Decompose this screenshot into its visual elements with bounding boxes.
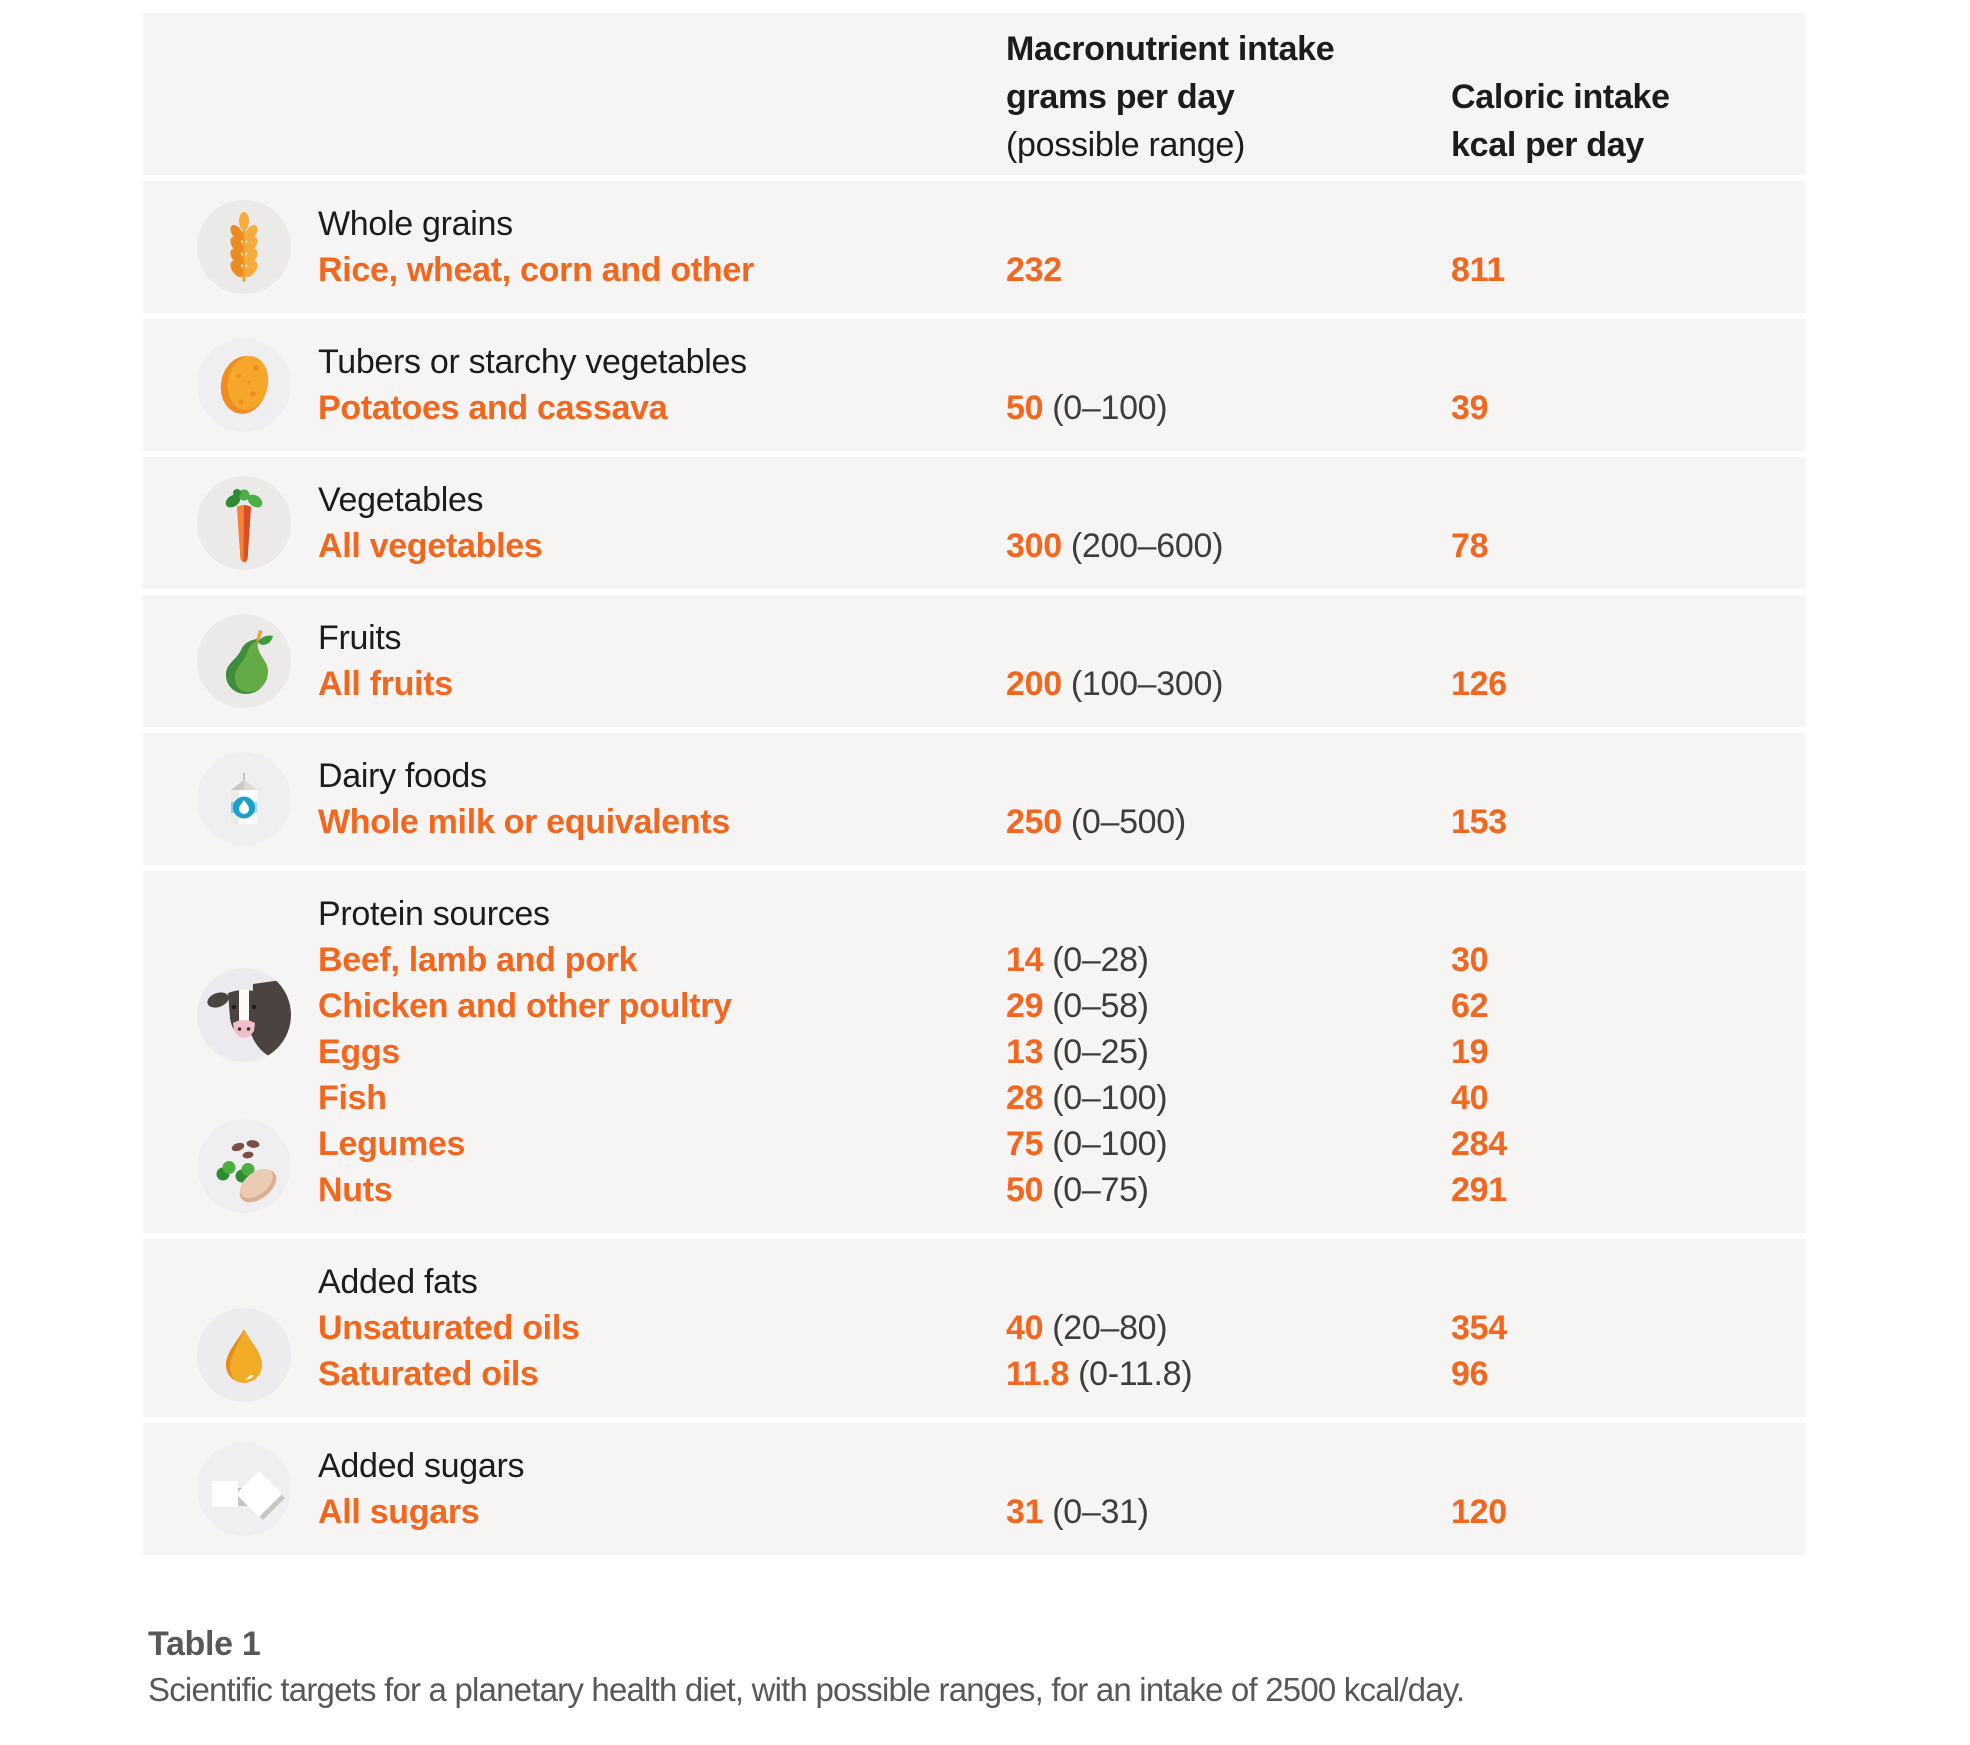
grams-value: 250 xyxy=(1006,803,1062,841)
grams-line xyxy=(1006,937,1451,983)
grams-spacer xyxy=(1006,1443,1451,1489)
grams-spacer xyxy=(1006,615,1451,661)
food-row xyxy=(143,181,1806,313)
grams-line xyxy=(1006,247,1451,293)
category-label: Fruits xyxy=(318,619,402,657)
grams-cell xyxy=(1006,181,1451,313)
food-item-label: All vegetables xyxy=(318,527,543,565)
grams-value: 14 xyxy=(1006,941,1044,979)
kcal-value: 126 xyxy=(1451,665,1507,703)
kcal-cell xyxy=(1451,1239,1806,1417)
kcal-spacer xyxy=(1451,1443,1806,1489)
food-item-label: All sugars xyxy=(318,1493,480,1531)
table-caption xyxy=(148,1621,1806,1713)
kcal-value: 354 xyxy=(1451,1309,1507,1347)
cow-icon xyxy=(197,968,291,1062)
kcal-spacer xyxy=(1451,753,1806,799)
kcal-cell xyxy=(1451,319,1806,451)
legumes-icon xyxy=(197,1119,291,1213)
grams-range: (0–31) xyxy=(1052,1493,1149,1531)
grams-value: 75 xyxy=(1006,1125,1044,1163)
kcal-spacer xyxy=(1451,615,1806,661)
grams-cell xyxy=(1006,319,1451,451)
food-item-label: All fruits xyxy=(318,665,453,703)
grams-cell xyxy=(1006,1423,1451,1555)
grams-value: 13 xyxy=(1006,1033,1044,1071)
grams-line xyxy=(1006,1121,1451,1167)
category-label: Vegetables xyxy=(318,481,484,519)
grams-line xyxy=(1006,1489,1451,1535)
category-label: Protein sources xyxy=(318,895,550,933)
kcal-spacer xyxy=(1451,477,1806,523)
carrot-icon xyxy=(197,476,291,570)
kcal-line xyxy=(1451,385,1806,431)
grams-spacer xyxy=(1006,201,1451,247)
table-caption-title: Table 1 xyxy=(148,1625,261,1663)
grams-line xyxy=(1006,799,1451,845)
category-label: Tubers or starchy vegetables xyxy=(318,343,747,381)
grams-cell xyxy=(1006,871,1451,1233)
food-item-label: Saturated oils xyxy=(318,1355,539,1393)
category-label: Added fats xyxy=(318,1263,478,1301)
food-item-label: Rice, wheat, corn and other xyxy=(318,251,754,289)
kcal-cell xyxy=(1451,733,1806,865)
kcal-spacer xyxy=(1451,201,1806,247)
table-header xyxy=(143,13,1806,175)
kcal-cell xyxy=(1451,1423,1806,1555)
kcal-value: 62 xyxy=(1451,987,1489,1025)
food-item-label: Nuts xyxy=(318,1171,393,1209)
grams-line xyxy=(1006,385,1451,431)
category-label: Whole grains xyxy=(318,205,513,243)
potato-icon xyxy=(197,338,291,432)
food-row xyxy=(143,319,1806,451)
kcal-line xyxy=(1451,1351,1806,1397)
category-label: Dairy foods xyxy=(318,757,487,795)
oil-drop-icon xyxy=(197,1308,291,1402)
grams-range: (0–100) xyxy=(1052,1125,1168,1163)
food-item-label: Beef, lamb and pork xyxy=(318,941,638,979)
header-grams-line3: (possible range) xyxy=(1006,126,1245,164)
grams-line xyxy=(1006,1029,1451,1075)
grams-value: 11.8 xyxy=(1006,1355,1070,1393)
kcal-value: 120 xyxy=(1451,1493,1507,1531)
grams-range: (20–80) xyxy=(1052,1309,1168,1347)
food-row xyxy=(143,1239,1806,1417)
grams-value: 40 xyxy=(1006,1309,1044,1347)
kcal-line xyxy=(1451,1121,1806,1167)
grams-spacer xyxy=(1006,891,1451,937)
kcal-line xyxy=(1451,523,1806,569)
grams-cell xyxy=(1006,733,1451,865)
header-kcal-line1: Caloric intake xyxy=(1451,78,1670,116)
grams-line xyxy=(1006,983,1451,1029)
food-row-main-cell xyxy=(143,457,1006,589)
wheat-icon xyxy=(197,200,291,294)
table-rows xyxy=(143,181,1806,1555)
kcal-value: 811 xyxy=(1451,251,1505,289)
food-item-label: Potatoes and cassava xyxy=(318,389,668,427)
grams-value: 50 xyxy=(1006,389,1044,427)
milk-carton-icon xyxy=(197,752,291,846)
food-item-label: Chicken and other poultry xyxy=(318,987,732,1025)
kcal-line xyxy=(1451,247,1806,293)
grams-range: (0–58) xyxy=(1052,987,1149,1025)
grams-line xyxy=(1006,1351,1451,1397)
grams-value: 29 xyxy=(1006,987,1044,1025)
grams-cell xyxy=(1006,595,1451,727)
kcal-line xyxy=(1451,1029,1806,1075)
grams-value: 232 xyxy=(1006,251,1062,289)
grams-cell xyxy=(1006,457,1451,589)
kcal-value: 291 xyxy=(1451,1171,1507,1209)
grams-line xyxy=(1006,1167,1451,1213)
grams-range: (100–300) xyxy=(1070,665,1224,703)
kcal-value: 30 xyxy=(1451,941,1489,979)
kcal-line xyxy=(1451,937,1806,983)
planetary-diet-table xyxy=(143,13,1806,1713)
food-item-label: Eggs xyxy=(318,1033,400,1071)
header-kcal-spacer xyxy=(1451,25,1806,73)
grams-range: (0–100) xyxy=(1052,389,1168,427)
grams-line xyxy=(1006,1075,1451,1121)
grams-range: (200–600) xyxy=(1070,527,1224,565)
food-row xyxy=(143,595,1806,727)
food-row-main-cell xyxy=(143,181,1006,313)
kcal-cell xyxy=(1451,871,1806,1233)
grams-range: (0-11.8) xyxy=(1078,1355,1193,1393)
grams-spacer xyxy=(1006,477,1451,523)
kcal-line xyxy=(1451,1305,1806,1351)
grams-line xyxy=(1006,661,1451,707)
grams-line xyxy=(1006,523,1451,569)
food-item-label: Legumes xyxy=(318,1125,466,1163)
kcal-cell xyxy=(1451,595,1806,727)
kcal-line xyxy=(1451,1167,1806,1213)
kcal-line xyxy=(1451,983,1806,1029)
grams-range: (0–75) xyxy=(1052,1171,1149,1209)
kcal-line xyxy=(1451,661,1806,707)
grams-cell xyxy=(1006,1239,1451,1417)
kcal-value: 153 xyxy=(1451,803,1507,841)
grams-spacer xyxy=(1006,1259,1451,1305)
header-grams-column xyxy=(1006,25,1451,169)
grams-spacer xyxy=(1006,339,1451,385)
food-row xyxy=(143,733,1806,865)
kcal-line xyxy=(1451,1489,1806,1535)
kcal-spacer xyxy=(1451,891,1806,937)
header-kcal-line2: kcal per day xyxy=(1451,126,1644,164)
grams-range: (0–25) xyxy=(1052,1033,1149,1071)
table-caption-text: Scientific targets for a planetary health diet, with possible ranges, for an intake of 2500 kcal/day. xyxy=(148,1671,1465,1708)
food-row-main-cell xyxy=(143,733,1006,865)
kcal-value: 19 xyxy=(1451,1033,1489,1071)
kcal-value: 78 xyxy=(1451,527,1489,565)
food-row-main-cell xyxy=(143,319,1006,451)
grams-value: 50 xyxy=(1006,1171,1044,1209)
kcal-spacer xyxy=(1451,339,1806,385)
kcal-spacer xyxy=(1451,1259,1806,1305)
food-item-label: Whole milk or equivalents xyxy=(318,803,730,841)
grams-line xyxy=(1006,1305,1451,1351)
grams-value: 300 xyxy=(1006,527,1062,565)
grams-range: (0–500) xyxy=(1070,803,1186,841)
grams-value: 31 xyxy=(1006,1493,1044,1531)
kcal-cell xyxy=(1451,457,1806,589)
food-row xyxy=(143,871,1806,1233)
sugar-icon xyxy=(197,1442,291,1536)
pear-icon xyxy=(197,614,291,708)
food-row-main-cell xyxy=(143,1423,1006,1555)
header-grams-line2: grams per day xyxy=(1006,78,1235,116)
grams-range: (0–28) xyxy=(1052,941,1149,979)
header-grams-line1: Macronutrient intake xyxy=(1006,30,1335,68)
kcal-value: 284 xyxy=(1451,1125,1507,1163)
kcal-value: 39 xyxy=(1451,389,1489,427)
food-row-main-cell xyxy=(143,871,1006,1233)
header-empty-cell xyxy=(143,25,1006,169)
food-item-label: Unsaturated oils xyxy=(318,1309,580,1347)
category-label: Added sugars xyxy=(318,1447,525,1485)
food-row-main-cell xyxy=(143,595,1006,727)
grams-range: (0–100) xyxy=(1052,1079,1168,1117)
kcal-line xyxy=(1451,799,1806,845)
food-row xyxy=(143,457,1806,589)
kcal-line xyxy=(1451,1075,1806,1121)
grams-value: 200 xyxy=(1006,665,1062,703)
kcal-value: 96 xyxy=(1451,1355,1489,1393)
kcal-value: 40 xyxy=(1451,1079,1489,1117)
food-row-main-cell xyxy=(143,1239,1006,1417)
grams-spacer xyxy=(1006,753,1451,799)
food-row xyxy=(143,1423,1806,1555)
header-kcal-column xyxy=(1451,25,1806,169)
grams-value: 28 xyxy=(1006,1079,1044,1117)
kcal-cell xyxy=(1451,181,1806,313)
food-item-label: Fish xyxy=(318,1079,387,1117)
